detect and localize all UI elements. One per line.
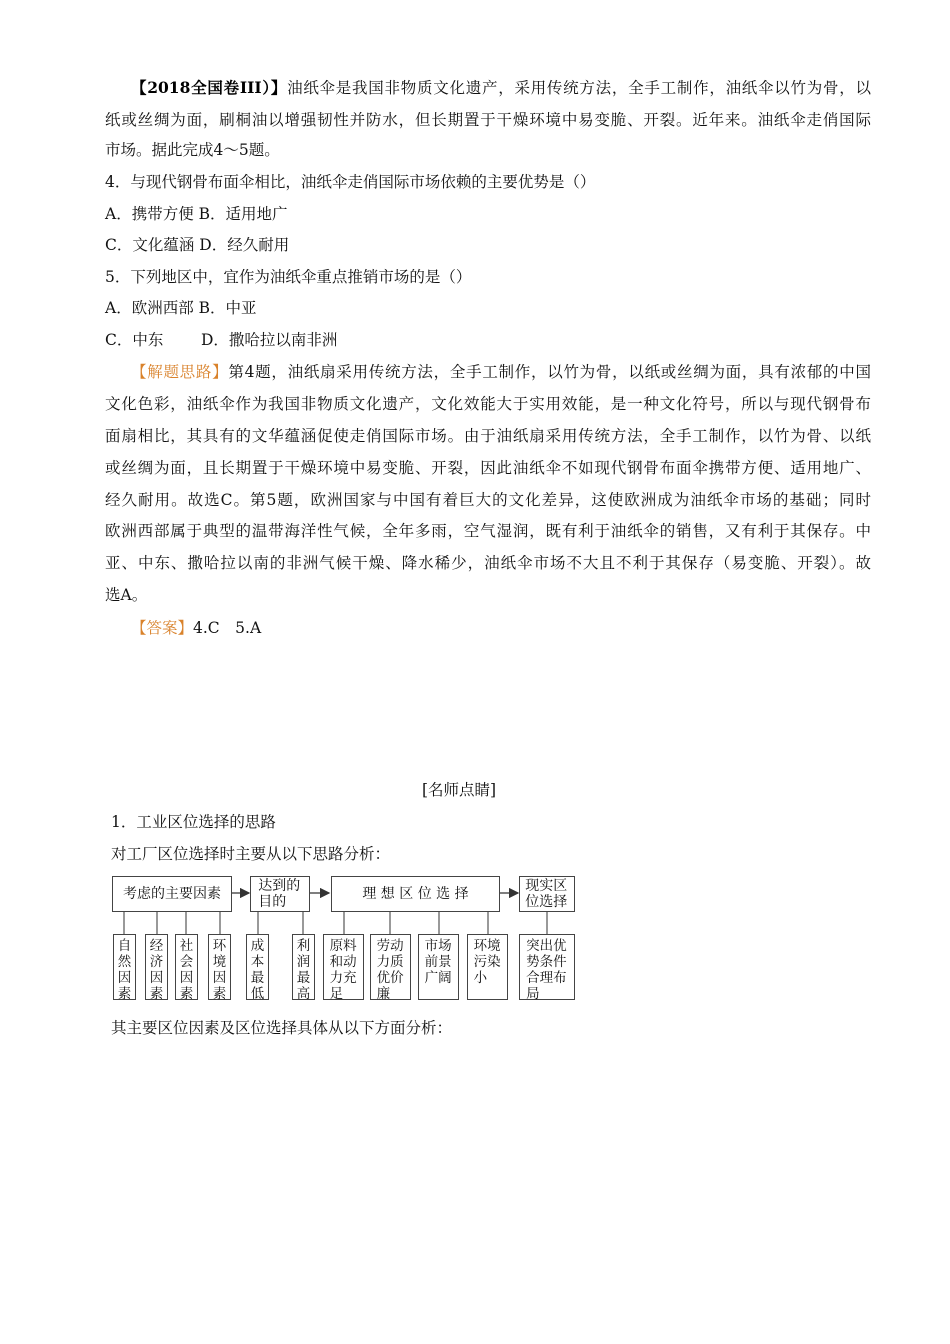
question-5-stem: 5．下列地区中，宜作为油纸伞重点推销市场的是（）: [105, 268, 472, 286]
tips-heading: [名师点睛]: [422, 781, 497, 799]
purpose-box-text: 达到的目的: [258, 878, 301, 910]
social-factor-text: 社会因素: [179, 938, 194, 1002]
intro-line-3: 市场。据此完成4～5题。: [105, 141, 280, 159]
real-location-box-text: 现实区位选择: [525, 878, 568, 910]
ideal-location-box: 理 想 区 位 选 择: [331, 876, 500, 912]
environment-factor-text: 环境因素: [212, 938, 227, 1002]
economic-factor-box: [145, 934, 168, 1000]
profit-highest-text: 利润最高: [296, 938, 311, 1002]
intro-line-2: 纸或丝绸为面，刷桐油以增强韧性并防水，但长期置于干燥环境中易变脆、开裂。近年来。油纸伞走俏国际: [105, 111, 871, 129]
question-4-options-ab: A．携带方便 B．适用地广: [105, 205, 288, 223]
natural-factor-box: [113, 934, 136, 1000]
factors-box: 考虑的主要因素: [112, 876, 232, 912]
analysis-line-4: 或丝绸为面，且长期置于干燥环境中易变脆、开裂，因此油纸伞不如现代钢骨布面伞携带方便、适用地广、: [105, 459, 871, 477]
material-power-text: 原料和动力充足: [329, 938, 357, 1002]
low-pollution-box: [467, 934, 508, 1000]
answer-text: 4.C 5.A: [193, 619, 262, 637]
labor-quality-text: 劳动力质优价廉: [376, 938, 404, 1002]
material-power-box: [323, 934, 364, 1000]
cost-lowest-text: 成本最低: [250, 938, 265, 1002]
analysis-line-7: 亚、中东、撒哈拉以南的非洲气候干燥、降水稀少，油纸伞市场不大且不利于其保存（易变脆、开裂）。故: [105, 554, 871, 572]
analysis-line-6: 欧洲西部属于典型的温带海洋性气候，全年多雨，空气湿润，既有利于油纸伞的销售，又有利于其保存。中: [105, 522, 871, 540]
real-location-box: [519, 876, 575, 912]
market-prospect-box: [418, 934, 459, 1000]
question-4-options-cd: C．文化蕴涵 D．经久耐用: [105, 236, 290, 254]
cost-lowest-box: [246, 934, 269, 1000]
analysis-tag: 【解题思路】: [131, 363, 229, 381]
tips-closing: 其主要区位因素及区位选择具体从以下方面分析：: [111, 1019, 453, 1037]
source-tag: 【2018全国卷III）】: [131, 78, 288, 97]
optimal-layout-text: 突出优势条件合理布局: [526, 938, 567, 1002]
answer-tag: 【答案】: [131, 619, 194, 637]
tips-point-1: 1．工业区位选择的思路: [111, 813, 276, 831]
analysis-text-1: 第4题，油纸扇采用传统方法，全手工制作，以竹为骨，以纸或丝绸为面，具有浓郁的中国: [228, 363, 871, 381]
question-5-option-c: C．中东: [105, 331, 164, 349]
analysis-line-8: 选A。: [105, 586, 148, 604]
analysis-line-2: 文化色彩，油纸伞作为我国非物质文化遗产，文化效能大于实用效能，是一种文化符号，所以与现代钢骨布: [105, 395, 871, 413]
natural-factor-text: 自然因素: [117, 938, 132, 1002]
question-4-stem: 4．与现代钢骨布面伞相比，油纸伞走俏国际市场依赖的主要优势是（）: [105, 173, 596, 191]
question-5-option-d: D．撒哈拉以南非洲: [201, 331, 338, 349]
market-prospect-text: 市场前景广阔: [424, 938, 452, 986]
economic-factor-text: 经济因素: [149, 938, 164, 1002]
tips-lead: 对工厂区位选择时主要从以下思路分析：: [111, 845, 391, 863]
optimal-layout-box: [519, 934, 575, 1000]
intro-text-1: 油纸伞是我国非物质文化遗产，采用传统方法，全手工制作，油纸伞以竹为骨，以: [287, 79, 871, 97]
question-5-options-ab: A．欧洲西部 B．中亚: [105, 299, 257, 317]
labor-quality-box: [370, 934, 411, 1000]
profit-highest-box: [292, 934, 315, 1000]
social-factor-box: [175, 934, 198, 1000]
analysis-line-3: 面扇相比，其具有的文华蕴涵促使走俏国际市场。由于油纸扇采用传统方法，全手工制作，以竹为骨、以纸: [105, 427, 871, 445]
analysis-line-5: 经久耐用。故选C。第5题，欧洲国家与中国有着巨大的文化差异，这使欧洲成为油纸伞市场的基础；同时: [105, 491, 871, 509]
environment-factor-box: [208, 934, 231, 1000]
purpose-box: [250, 876, 310, 912]
low-pollution-text: 环境污染小: [473, 938, 501, 986]
